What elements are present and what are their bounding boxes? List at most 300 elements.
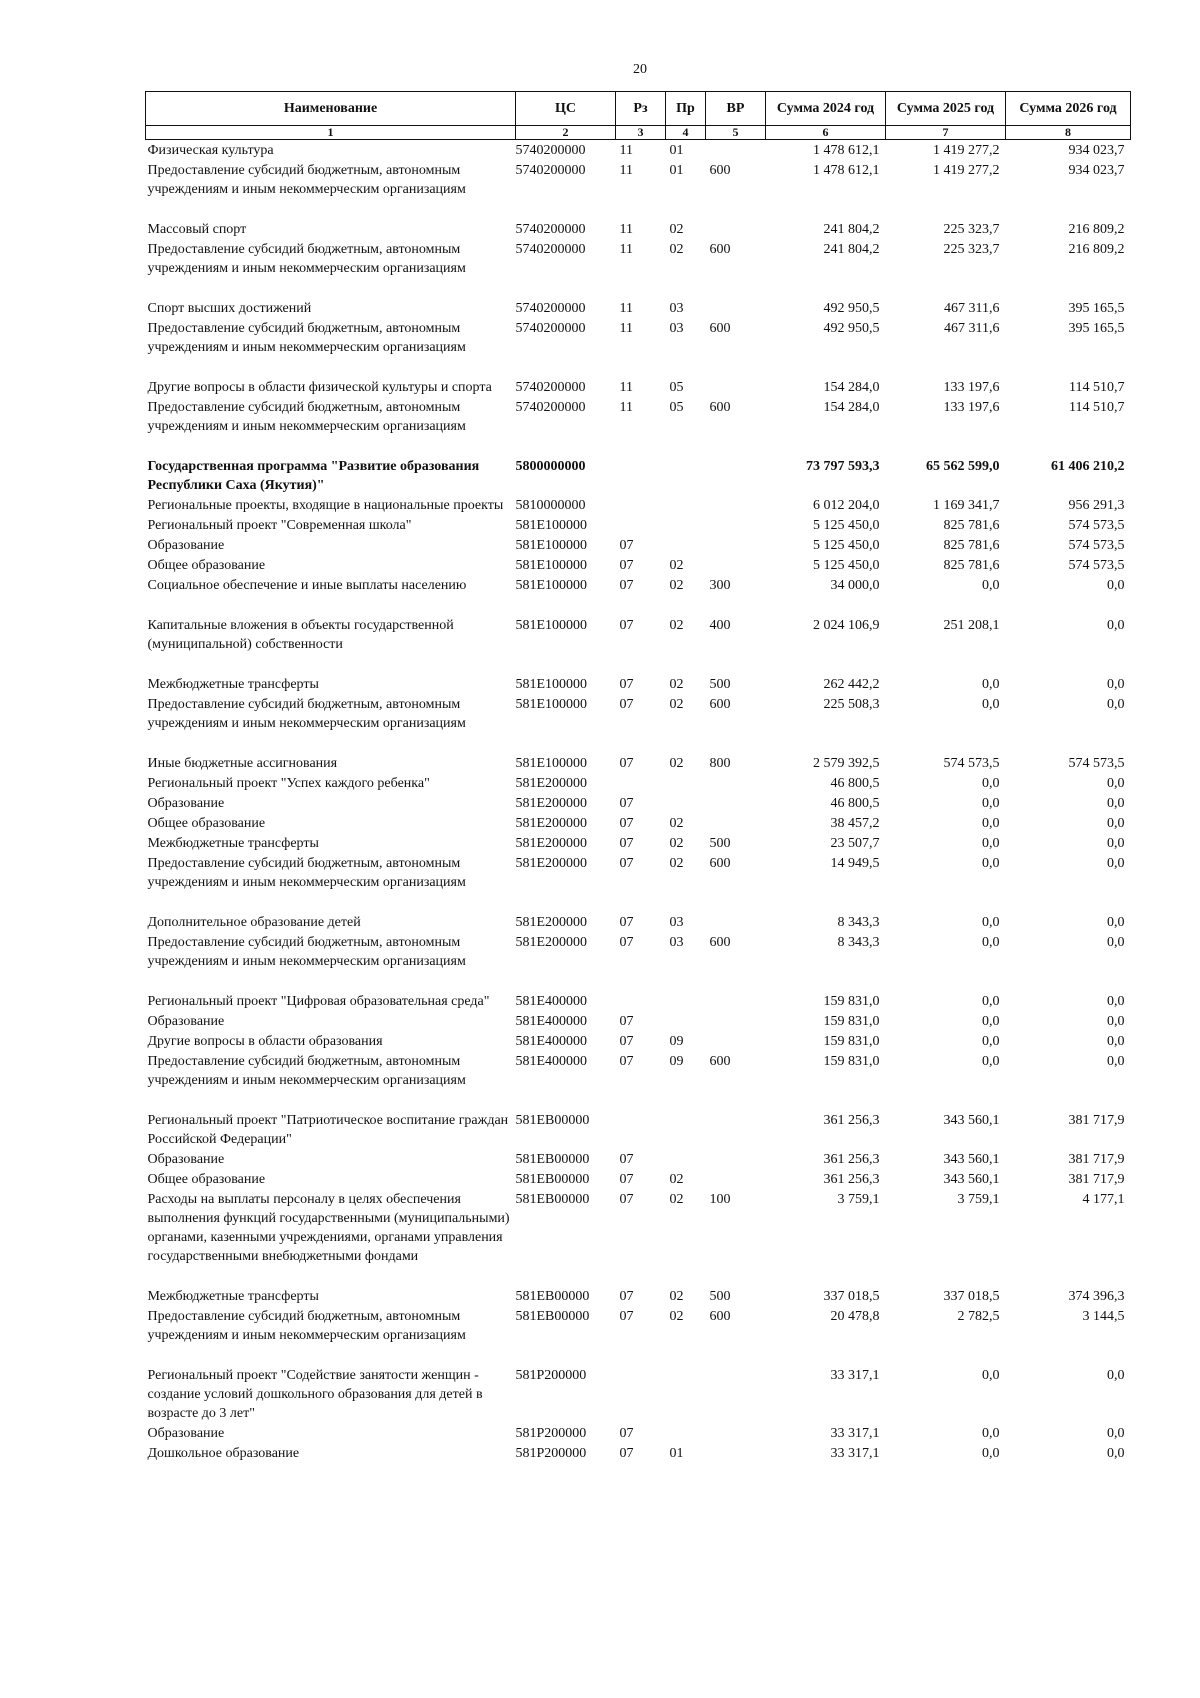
table-row	[146, 456, 1131, 495]
row-pr	[666, 1110, 706, 1149]
row-cs: 581E100000	[515, 677, 588, 692]
row-cs: 5740200000	[515, 163, 586, 178]
row-rz: 07	[619, 1152, 634, 1167]
row-sum-2024: 8 343,3	[837, 935, 880, 950]
page-number: 20	[633, 62, 647, 77]
row-cs: 581P200000	[515, 1446, 587, 1461]
row-sum-2026: 0,0	[1107, 1368, 1125, 1383]
row-vr: 600	[709, 321, 731, 336]
row-rz: 07	[619, 935, 634, 950]
row-sum-2024: 2 024 106,9	[813, 618, 880, 633]
row-sum-2024: 34 000,0	[830, 578, 880, 593]
row-rz	[616, 515, 666, 535]
row-sum-2025: 225 323,7	[943, 242, 1000, 257]
row-sum-2024: 46 800,5	[830, 796, 880, 811]
row-cs: 5740200000	[515, 321, 586, 336]
header-pr: Пр	[666, 92, 706, 126]
row-sum-2024: 241 804,2	[823, 222, 880, 237]
row-cs: 581P200000	[515, 1426, 587, 1441]
row-pr: 05	[669, 400, 684, 415]
row-sum-2026: 395 165,5	[1068, 321, 1125, 336]
row-cs: 5740200000	[515, 222, 586, 237]
row-sum-2024: 20 478,8	[830, 1309, 880, 1324]
row-sum-2024: 2 579 392,5	[813, 756, 880, 771]
table-body	[146, 140, 1131, 1464]
row-vr	[706, 1011, 766, 1031]
table-row	[146, 1149, 1131, 1169]
row-sum-2025: 1 419 277,2	[933, 163, 1000, 178]
row-sum-2026: 0,0	[1107, 935, 1125, 950]
row-pr	[666, 535, 706, 555]
row-pr: 03	[669, 935, 684, 950]
row-vr	[706, 515, 766, 535]
row-cs: 581E100000	[515, 697, 588, 712]
row-rz	[616, 1110, 666, 1149]
table-row	[146, 1051, 1131, 1110]
row-sum-2026: 574 573,5	[1068, 558, 1125, 573]
row-sum-2025: 574 573,5	[943, 756, 1000, 771]
row-sum-2025: 0,0	[982, 994, 1000, 1009]
row-name: Предоставление субсидий бюджетным, автономным учреждениям и иным некоммерческим организациям	[147, 935, 466, 969]
row-sum-2024: 3 759,1	[837, 1192, 880, 1207]
row-rz: 07	[619, 915, 634, 930]
row-vr	[706, 773, 766, 793]
row-sum-2026: 574 573,5	[1068, 756, 1125, 771]
row-sum-2025: 0,0	[982, 578, 1000, 593]
row-pr: 01	[669, 163, 684, 178]
row-name: Общее образование	[147, 558, 266, 573]
row-cs: 581E200000	[515, 836, 588, 851]
table-row	[146, 160, 1131, 219]
row-name: Региональный проект "Современная школа"	[147, 518, 412, 533]
row-pr	[666, 495, 706, 515]
row-name: Общее образование	[147, 1172, 266, 1187]
row-sum-2024: 8 343,3	[837, 915, 880, 930]
row-pr: 02	[669, 222, 684, 237]
row-pr: 02	[669, 697, 684, 712]
row-name: Предоставление субсидий бюджетным, автономным учреждениям и иным некоммерческим организациям	[147, 163, 466, 197]
row-sum-2025: 343 560,1	[943, 1113, 1000, 1128]
row-pr	[666, 515, 706, 535]
header-row	[146, 92, 1131, 126]
row-sum-2024: 159 831,0	[823, 994, 880, 1009]
row-name: Общее образование	[147, 816, 266, 831]
row-vr	[706, 555, 766, 575]
row-vr: 600	[709, 163, 731, 178]
row-pr	[666, 773, 706, 793]
row-rz: 07	[619, 756, 634, 771]
row-vr	[706, 456, 766, 495]
row-pr: 02	[669, 242, 684, 257]
row-sum-2025: 0,0	[982, 1034, 1000, 1049]
header-sum-2024: Сумма 2024 год	[766, 92, 886, 126]
table-row	[146, 318, 1131, 377]
row-pr	[666, 991, 706, 1011]
row-name: Региональный проект "Успех каждого ребенка"	[147, 776, 430, 791]
row-rz: 07	[619, 697, 634, 712]
row-sum-2025: 133 197,6	[943, 380, 1000, 395]
row-sum-2026: 395 165,5	[1068, 301, 1125, 316]
row-sum-2026: 0,0	[1107, 836, 1125, 851]
row-sum-2026: 0,0	[1107, 578, 1125, 593]
row-cs: 581E100000	[515, 518, 588, 533]
row-pr: 02	[669, 1289, 684, 1304]
row-rz: 07	[619, 677, 634, 692]
row-rz: 07	[619, 1289, 634, 1304]
row-cs: 581EB00000	[515, 1113, 590, 1128]
table-header	[146, 92, 1131, 140]
row-name: Капитальные вложения в объекты государственной (муниципальной) собственности	[147, 618, 454, 652]
row-name: Региональный проект "Патриотическое воспитание граждан Российской Федерации"	[147, 1113, 509, 1147]
row-vr	[706, 298, 766, 318]
row-vr: 800	[709, 756, 731, 771]
table-row	[146, 1423, 1131, 1443]
row-rz: 07	[619, 1014, 634, 1029]
row-rz: 07	[619, 1192, 634, 1207]
row-cs: 5740200000	[515, 380, 586, 395]
row-pr: 02	[669, 558, 684, 573]
row-pr	[666, 793, 706, 813]
row-vr: 400	[709, 618, 731, 633]
row-rz: 11	[619, 143, 633, 158]
row-sum-2026: 0,0	[1107, 856, 1125, 871]
row-cs: 581EB00000	[515, 1192, 590, 1207]
row-sum-2024: 361 256,3	[823, 1152, 880, 1167]
row-sum-2025: 2 782,5	[957, 1309, 1000, 1324]
row-cs: 5740200000	[515, 143, 586, 158]
row-rz: 11	[619, 163, 633, 178]
row-cs: 581E100000	[515, 756, 588, 771]
row-pr: 02	[669, 677, 684, 692]
header-name: Наименование	[146, 92, 516, 126]
row-rz	[616, 773, 666, 793]
row-cs: 581EB00000	[515, 1289, 590, 1304]
row-cs: 581E200000	[515, 796, 588, 811]
row-sum-2025: 0,0	[982, 915, 1000, 930]
row-name: Государственная программа "Развитие образования Республики Саха (Якутия)"	[147, 459, 480, 493]
row-sum-2025: 343 560,1	[943, 1152, 1000, 1167]
row-sum-2026: 0,0	[1107, 915, 1125, 930]
row-sum-2024: 5 125 450,0	[813, 538, 880, 553]
row-pr	[666, 1011, 706, 1031]
row-pr: 01	[669, 143, 684, 158]
row-cs: 581P200000	[515, 1368, 587, 1383]
row-name: Предоставление субсидий бюджетным, автономным учреждениям и иным некоммерческим организациям	[147, 1309, 466, 1343]
row-pr: 02	[669, 756, 684, 771]
row-cs: 581E400000	[515, 994, 588, 1009]
row-sum-2024: 14 949,5	[830, 856, 880, 871]
row-name: Другие вопросы в области образования	[147, 1034, 383, 1049]
table-row	[146, 535, 1131, 555]
row-vr: 500	[709, 836, 731, 851]
row-cs: 581EB00000	[515, 1152, 590, 1167]
row-sum-2025: 467 311,6	[944, 301, 1000, 316]
row-vr: 600	[709, 1054, 731, 1069]
row-pr: 01	[669, 1446, 684, 1461]
row-sum-2026: 0,0	[1107, 994, 1125, 1009]
row-pr: 03	[669, 915, 684, 930]
table-row	[146, 239, 1131, 298]
row-vr	[706, 1423, 766, 1443]
table-row	[146, 813, 1131, 833]
row-vr: 500	[709, 1289, 731, 1304]
row-cs: 581E200000	[515, 776, 588, 791]
row-pr: 03	[669, 321, 684, 336]
row-rz: 07	[619, 1446, 634, 1461]
row-sum-2024: 154 284,0	[823, 400, 880, 415]
row-sum-2026: 0,0	[1107, 776, 1125, 791]
row-pr	[666, 1423, 706, 1443]
row-pr: 02	[669, 836, 684, 851]
row-sum-2024: 159 831,0	[823, 1014, 880, 1029]
row-rz: 11	[619, 321, 633, 336]
row-rz: 11	[619, 222, 633, 237]
budget-table	[145, 91, 1131, 1463]
row-sum-2026: 0,0	[1107, 816, 1125, 831]
row-sum-2026: 114 510,7	[1069, 400, 1125, 415]
row-rz: 07	[619, 1172, 634, 1187]
row-pr: 02	[669, 856, 684, 871]
row-pr: 02	[669, 578, 684, 593]
row-sum-2025: 133 197,6	[943, 400, 1000, 415]
table-row	[146, 853, 1131, 912]
row-cs: 581E100000	[515, 618, 588, 633]
row-vr: 600	[709, 1309, 731, 1324]
table-row	[146, 773, 1131, 793]
row-sum-2024: 5 125 450,0	[813, 518, 880, 533]
row-name: Предоставление субсидий бюджетным, автономным учреждениям и иным некоммерческим организациям	[147, 697, 466, 731]
row-rz: 07	[619, 796, 634, 811]
row-sum-2025: 0,0	[982, 935, 1000, 950]
row-vr: 600	[709, 242, 731, 257]
row-pr: 09	[669, 1034, 684, 1049]
row-sum-2026: 381 717,9	[1068, 1113, 1125, 1128]
row-sum-2025: 825 781,6	[943, 558, 1000, 573]
row-rz: 07	[619, 816, 634, 831]
row-vr	[706, 219, 766, 239]
row-name: Предоставление субсидий бюджетным, автономным учреждениям и иным некоммерческим организациям	[147, 856, 466, 890]
row-sum-2024: 1 478 612,1	[813, 143, 880, 158]
row-sum-2025: 0,0	[982, 776, 1000, 791]
row-rz	[616, 495, 666, 515]
row-cs: 581E200000	[515, 915, 588, 930]
table-row	[146, 1169, 1131, 1189]
row-vr	[706, 1110, 766, 1149]
row-cs: 581E400000	[515, 1054, 588, 1069]
row-name: Дошкольное образование	[147, 1446, 300, 1461]
row-pr: 02	[669, 618, 684, 633]
table-row	[146, 615, 1131, 674]
row-sum-2024: 73 797 593,3	[806, 459, 880, 474]
row-sum-2025: 337 018,5	[943, 1289, 1000, 1304]
row-sum-2026: 0,0	[1107, 1034, 1125, 1049]
row-sum-2026: 0,0	[1107, 796, 1125, 811]
row-sum-2025: 825 781,6	[943, 538, 1000, 553]
row-sum-2025: 0,0	[982, 1054, 1000, 1069]
header-number: 5	[706, 126, 766, 140]
row-name: Межбюджетные трансферты	[147, 836, 319, 851]
row-sum-2025: 0,0	[982, 1426, 1000, 1441]
row-cs: 5740200000	[515, 242, 586, 257]
row-sum-2025: 65 562 599,0	[926, 459, 1000, 474]
row-pr: 02	[669, 1172, 684, 1187]
row-sum-2025: 0,0	[982, 856, 1000, 871]
table-row	[146, 833, 1131, 853]
table-row	[146, 753, 1131, 773]
row-vr	[706, 377, 766, 397]
row-vr	[706, 793, 766, 813]
row-cs: 581E100000	[515, 538, 588, 553]
row-sum-2025: 343 560,1	[943, 1172, 1000, 1187]
row-sum-2024: 6 012 204,0	[813, 498, 880, 513]
table-row	[146, 575, 1131, 615]
row-name: Региональный проект "Содействие занятости женщин - создание условий дошкольного образования для детей в возрасте до 3 лет"	[147, 1368, 483, 1421]
row-sum-2025: 1 169 341,7	[933, 498, 1000, 513]
table-row	[146, 793, 1131, 813]
table-row	[146, 1443, 1131, 1463]
header-number: 7	[886, 126, 1006, 140]
row-vr	[706, 535, 766, 555]
row-rz: 07	[619, 1054, 634, 1069]
row-sum-2026: 0,0	[1107, 1426, 1125, 1441]
row-sum-2026: 0,0	[1107, 697, 1125, 712]
row-vr	[706, 991, 766, 1011]
table-row	[146, 1031, 1131, 1051]
table-row	[146, 555, 1131, 575]
row-pr	[666, 456, 706, 495]
table-row	[146, 377, 1131, 397]
row-vr	[706, 1443, 766, 1463]
row-sum-2024: 492 950,5	[823, 301, 880, 316]
row-sum-2024: 33 317,1	[830, 1446, 880, 1461]
row-sum-2024: 33 317,1	[830, 1368, 880, 1383]
row-sum-2025: 825 781,6	[943, 518, 1000, 533]
row-cs: 581E200000	[515, 935, 588, 950]
row-vr	[706, 1149, 766, 1169]
header-number: 1	[146, 126, 516, 140]
header-sum-2025: Сумма 2025 год	[886, 92, 1006, 126]
row-rz: 11	[619, 242, 633, 257]
row-rz	[616, 991, 666, 1011]
row-name: Физическая культура	[147, 143, 274, 158]
row-cs: 581E200000	[515, 816, 588, 831]
row-sum-2026: 114 510,7	[1069, 380, 1125, 395]
row-sum-2025: 467 311,6	[944, 321, 1000, 336]
row-sum-2025: 0,0	[982, 697, 1000, 712]
row-name: Образование	[147, 538, 225, 553]
row-rz: 07	[619, 538, 634, 553]
row-vr	[706, 1169, 766, 1189]
row-sum-2026: 216 809,2	[1068, 242, 1125, 257]
header-number: 2	[516, 126, 616, 140]
row-sum-2026: 381 717,9	[1068, 1172, 1125, 1187]
table-row	[146, 495, 1131, 515]
row-sum-2024: 492 950,5	[823, 321, 880, 336]
row-cs: 5740200000	[515, 301, 586, 316]
row-name: Предоставление субсидий бюджетным, автономным учреждениям и иным некоммерческим организациям	[147, 242, 466, 276]
row-sum-2025: 0,0	[982, 816, 1000, 831]
row-cs: 5740200000	[515, 400, 586, 415]
row-sum-2024: 241 804,2	[823, 242, 880, 257]
row-cs: 581EB00000	[515, 1309, 590, 1324]
row-pr	[666, 1365, 706, 1423]
row-sum-2024: 337 018,5	[823, 1289, 880, 1304]
row-name: Другие вопросы в области физической культуры и спорта	[147, 380, 492, 395]
row-sum-2026: 0,0	[1107, 1054, 1125, 1069]
header-number-row	[146, 126, 1131, 140]
row-cs: 581E200000	[515, 856, 588, 871]
row-sum-2026: 0,0	[1107, 618, 1125, 633]
row-name: Образование	[147, 1426, 225, 1441]
table-row	[146, 1286, 1131, 1306]
table-row	[146, 1306, 1131, 1365]
row-rz: 07	[619, 1426, 634, 1441]
row-vr: 500	[709, 677, 731, 692]
row-pr: 09	[669, 1054, 684, 1069]
row-sum-2024: 262 442,2	[823, 677, 880, 692]
header-rz: Рз	[616, 92, 666, 126]
row-sum-2024: 23 507,7	[830, 836, 880, 851]
row-sum-2026: 61 406 210,2	[1051, 459, 1125, 474]
row-rz: 07	[619, 836, 634, 851]
row-name: Региональные проекты, входящие в национальные проекты	[147, 498, 504, 513]
row-sum-2024: 154 284,0	[823, 380, 880, 395]
row-sum-2024: 361 256,3	[823, 1113, 880, 1128]
row-name: Региональный проект "Цифровая образовательная среда"	[147, 994, 490, 1009]
row-name: Предоставление субсидий бюджетным, автономным учреждениям и иным некоммерческим организациям	[147, 400, 466, 434]
row-pr: 03	[669, 301, 684, 316]
row-pr: 02	[669, 1192, 684, 1207]
row-vr	[706, 1031, 766, 1051]
row-sum-2024: 361 256,3	[823, 1172, 880, 1187]
row-pr	[666, 1149, 706, 1169]
row-cs: 581EB00000	[515, 1172, 590, 1187]
row-sum-2024: 46 800,5	[830, 776, 880, 791]
row-sum-2024: 159 831,0	[823, 1034, 880, 1049]
row-sum-2026: 381 717,9	[1068, 1152, 1125, 1167]
row-sum-2024: 33 317,1	[830, 1426, 880, 1441]
row-sum-2026: 216 809,2	[1068, 222, 1125, 237]
row-vr	[706, 495, 766, 515]
row-sum-2026: 0,0	[1107, 677, 1125, 692]
row-pr: 02	[669, 1309, 684, 1324]
header-vr: ВР	[706, 92, 766, 126]
row-vr	[706, 140, 766, 161]
table-row	[146, 140, 1131, 161]
row-rz	[616, 456, 666, 495]
row-sum-2025: 225 323,7	[943, 222, 1000, 237]
row-rz: 11	[619, 301, 633, 316]
row-name: Дополнительное образование детей	[147, 915, 361, 930]
row-sum-2024: 159 831,0	[823, 1054, 880, 1069]
header-cs: ЦС	[516, 92, 616, 126]
row-name: Массовый спорт	[147, 222, 247, 237]
table-row	[146, 1365, 1131, 1423]
row-sum-2026: 956 291,3	[1068, 498, 1125, 513]
row-name: Межбюджетные трансферты	[147, 1289, 319, 1304]
row-sum-2026: 374 396,3	[1068, 1289, 1125, 1304]
row-cs: 581E100000	[515, 558, 588, 573]
row-rz: 11	[619, 400, 633, 415]
row-sum-2024: 1 478 612,1	[813, 163, 880, 178]
table-row	[146, 298, 1131, 318]
row-name: Расходы на выплаты персоналу в целях обеспечения выполнения функций государственными (муниципальными) органами, казенными учреждениями, органами управления государственными внебюджетными фондами	[147, 1192, 510, 1264]
row-rz: 07	[619, 618, 634, 633]
row-name: Иные бюджетные ассигнования	[147, 756, 338, 771]
row-rz: 07	[619, 1309, 634, 1324]
table-row	[146, 932, 1131, 991]
table-row	[146, 674, 1131, 694]
